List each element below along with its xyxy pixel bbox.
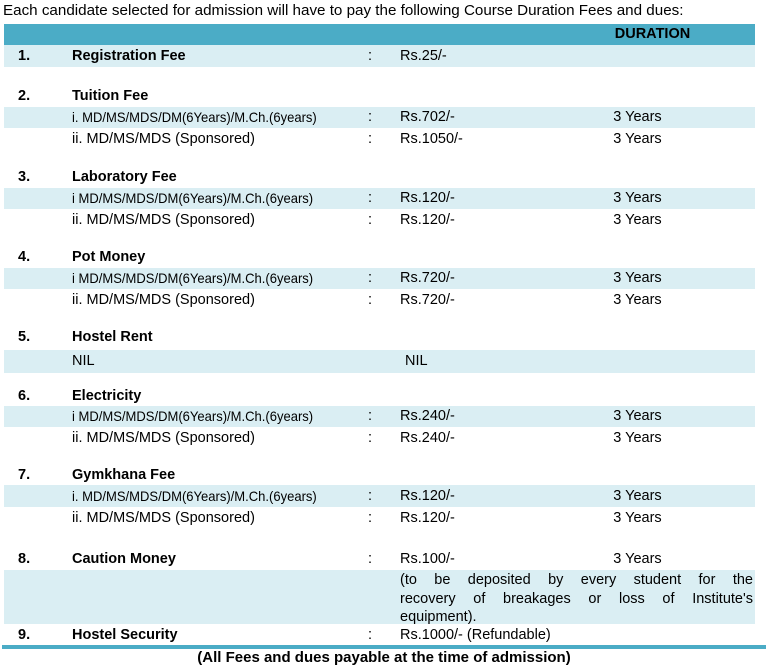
duration-column-header: DURATION xyxy=(614,26,691,42)
colon: : xyxy=(368,190,373,206)
fee-subrow xyxy=(4,188,755,209)
row-number: 1. xyxy=(18,48,31,64)
fee-row-hostel-security xyxy=(4,626,755,644)
sub-item-label: ii. MD/MS/MDS (Sponsored) xyxy=(72,131,255,147)
fee-subrow-nil xyxy=(4,350,755,373)
colon: : xyxy=(368,212,373,228)
section-title-row-laboratory xyxy=(4,167,755,187)
fee-title: Hostel Security xyxy=(72,627,178,643)
fee-subrow xyxy=(4,507,755,529)
fee-duration: 3 Years xyxy=(613,109,662,125)
sub-item-label: ii. MD/MS/MDS (Sponsored) xyxy=(72,430,255,446)
fee-amount: Rs.25/- xyxy=(400,48,447,64)
fee-amount: Rs.720/- xyxy=(400,270,455,286)
fee-amount: Rs.120/- xyxy=(400,212,455,228)
colon: : xyxy=(368,109,373,125)
colon: : xyxy=(368,270,373,286)
fee-duration: 3 Years xyxy=(613,212,662,228)
fee-amount: Rs.1050/- xyxy=(400,131,463,147)
fee-title: Laboratory Fee xyxy=(72,169,177,185)
section-title-row-tuition xyxy=(4,86,755,106)
colon: : xyxy=(368,551,373,567)
fee-subrow xyxy=(4,406,755,427)
row-number: 9. xyxy=(18,627,31,643)
fee-amount: Rs.240/- xyxy=(400,408,455,424)
sub-item-label: i. MD/MS/MDS/DM(6Years)/M.Ch.(6years) xyxy=(72,109,317,125)
colon: : xyxy=(368,131,373,147)
row-number: 7. xyxy=(18,467,31,483)
fee-amount: Rs.240/- xyxy=(400,430,455,446)
intro-text: Each candidate selected for admission will have to pay the following Course Duration Fees and dues: xyxy=(3,2,684,19)
fee-duration: 3 Years xyxy=(613,510,662,526)
section-title-row-electricity xyxy=(4,386,755,406)
fee-duration: 3 Years xyxy=(613,131,662,147)
fee-title: Tuition Fee xyxy=(72,88,149,104)
colon: : xyxy=(368,627,373,643)
colon: : xyxy=(368,488,373,504)
fee-duration: 3 Years xyxy=(613,551,662,567)
fee-amount: Rs.1000/- (Refundable) xyxy=(400,627,551,643)
sub-item-label: ii. MD/MS/MDS (Sponsored) xyxy=(72,292,255,308)
fee-title: Hostel Rent xyxy=(72,329,153,345)
fee-amount: Rs.702/- xyxy=(400,109,455,125)
footer-note: (All Fees and dues payable at the time of admission) xyxy=(197,649,571,666)
fee-title: Caution Money xyxy=(72,551,176,567)
fee-amount: Rs.720/- xyxy=(400,292,455,308)
nil-label: NIL xyxy=(72,353,95,369)
fee-subrow xyxy=(4,209,755,231)
colon: : xyxy=(368,510,373,526)
sub-item-label: i. MD/MS/MDS/DM(6Years)/M.Ch.(6years) xyxy=(72,488,317,504)
sub-item-label: i MD/MS/MDS/DM(6Years)/M.Ch.(6years) xyxy=(72,270,314,286)
sub-item-label: ii. MD/MS/MDS (Sponsored) xyxy=(72,510,255,526)
table-header-row xyxy=(4,24,755,45)
fee-row-caution-money xyxy=(4,548,755,570)
fee-title: Registration Fee xyxy=(72,48,186,64)
fee-row-registration xyxy=(4,45,755,67)
fee-title: Pot Money xyxy=(72,249,146,265)
fee-amount: Rs.120/- xyxy=(400,190,455,206)
section-title-row-hostel-rent xyxy=(4,327,755,347)
sub-item-label: i MD/MS/MDS/DM(6Years)/M.Ch.(6years) xyxy=(72,408,314,424)
fee-title: Electricity xyxy=(72,388,142,404)
caution-money-note: (to be deposited by every student for the recovery of breakages or loss of Institute's equipment). xyxy=(400,572,753,625)
nil-amount: NIL xyxy=(405,353,428,369)
row-number: 6. xyxy=(18,388,31,404)
section-title-row-gymkhana xyxy=(4,465,755,485)
sub-item-label: i MD/MS/MDS/DM(6Years)/M.Ch.(6years) xyxy=(72,190,314,206)
fee-amount: Rs.100/- xyxy=(400,551,455,567)
row-number: 3. xyxy=(18,169,31,185)
row-number: 5. xyxy=(18,329,31,345)
row-number: 4. xyxy=(18,249,31,265)
fee-subrow xyxy=(4,485,755,507)
caution-money-note-row xyxy=(4,570,755,624)
fee-subrow xyxy=(4,107,755,128)
section-title-row-pot-money xyxy=(4,247,755,267)
fee-subrow xyxy=(4,427,755,449)
fee-duration: 3 Years xyxy=(613,408,662,424)
row-number: 8. xyxy=(18,551,31,567)
colon: : xyxy=(368,292,373,308)
fee-title: Gymkhana Fee xyxy=(72,467,176,483)
fee-duration: 3 Years xyxy=(613,430,662,446)
fee-duration: 3 Years xyxy=(613,270,662,286)
sub-item-label: ii. MD/MS/MDS (Sponsored) xyxy=(72,212,255,228)
fee-amount: Rs.120/- xyxy=(400,510,455,526)
fee-amount: Rs.120/- xyxy=(400,488,455,504)
row-number: 2. xyxy=(18,88,31,104)
colon: : xyxy=(368,408,373,424)
fee-duration: 3 Years xyxy=(613,190,662,206)
fee-duration: 3 Years xyxy=(613,292,662,308)
fee-subrow xyxy=(4,128,755,150)
colon: : xyxy=(368,430,373,446)
colon: : xyxy=(368,48,373,64)
fee-subrow xyxy=(4,289,755,311)
fee-duration: 3 Years xyxy=(613,488,662,504)
fee-subrow xyxy=(4,268,755,289)
